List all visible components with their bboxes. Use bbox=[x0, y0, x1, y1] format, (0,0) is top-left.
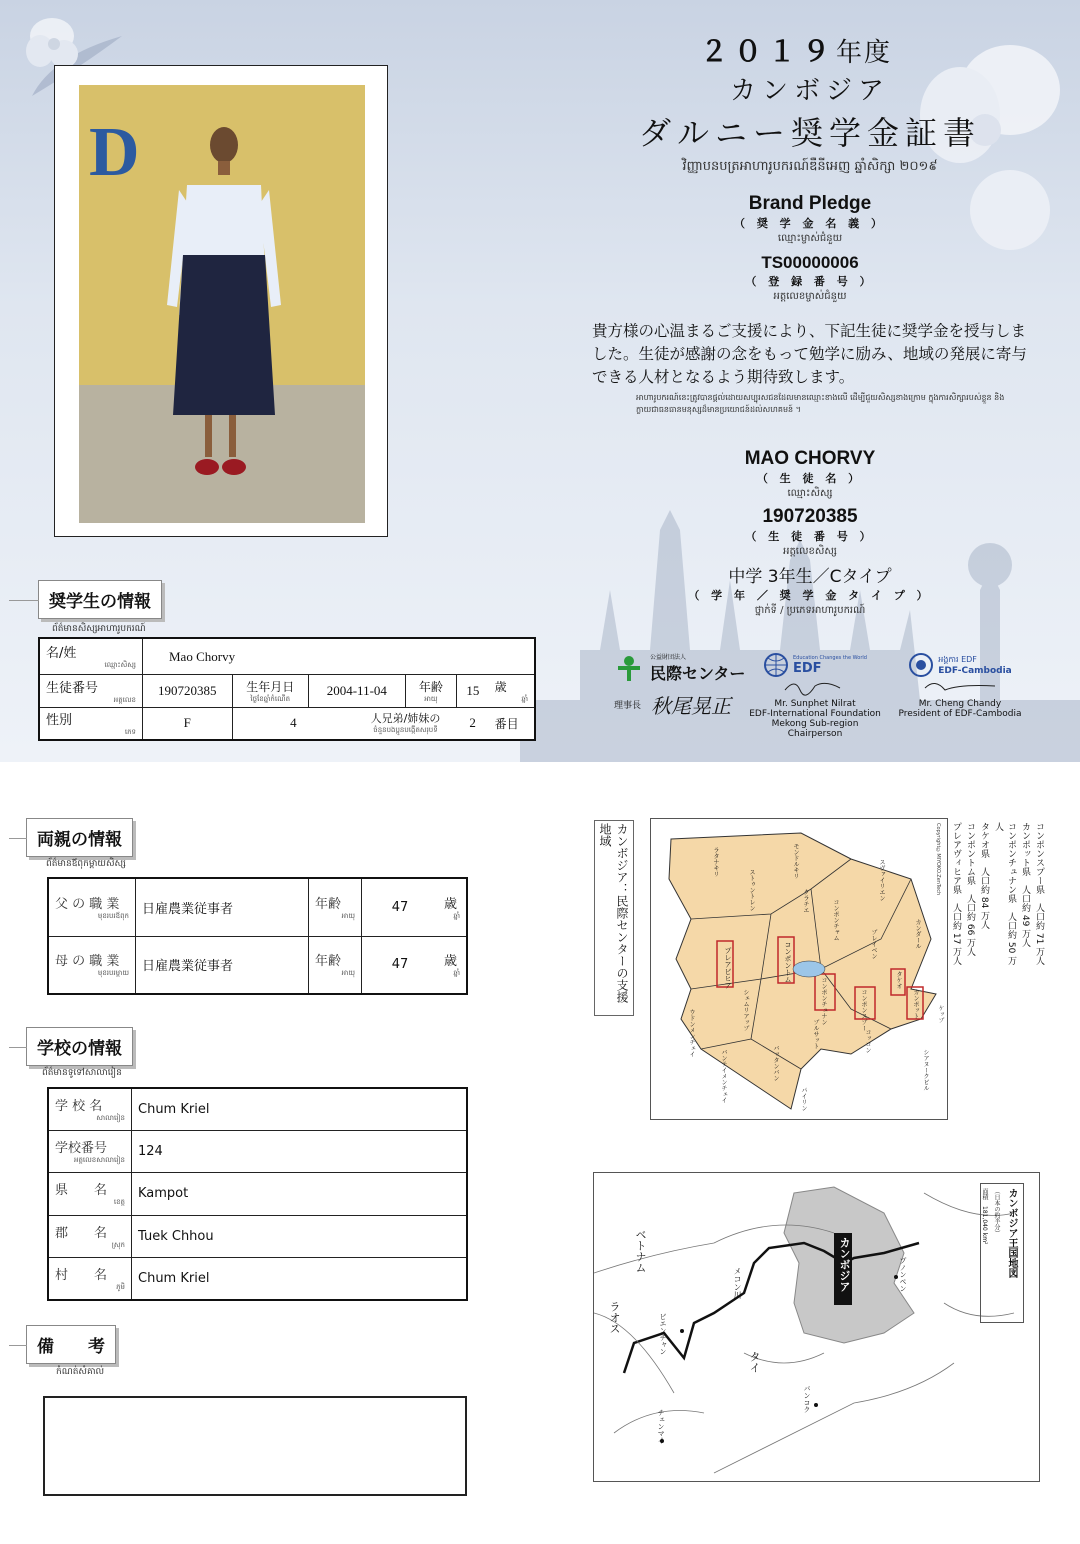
siblings-label-cell: 人兄弟/姉妹の ចំនួនបងប្អូនបង្កើតសរុបទី bbox=[354, 707, 456, 740]
father-job-label-cell: 父 の 職 業 មុខរបរឪពុក bbox=[48, 878, 136, 936]
student-name: MAO CHORVY bbox=[744, 448, 876, 469]
minsai-logo-icon bbox=[614, 653, 644, 683]
certificate-message: 貴方様の心温まるご支援により、下記生徒に奨学金を授与しました。生徒が感謝の念をもって勉学に励み、地域の発展に寄与できる人材となるよう期待致します。 bbox=[592, 322, 1027, 386]
map-title: カンボジア王国地図 bbox=[1006, 1188, 1017, 1278]
mother-job-value: 日雇農業従事者 bbox=[136, 936, 309, 994]
map-copyright: Copyright©MIYOKO.ZenTech bbox=[935, 823, 941, 896]
certificate-title-khmer: វិញ្ញាបនបត្រអាហារូបករណ៍ឌឺនីអេញ ឆ្នាំសិក្សា ២០១៩ bbox=[682, 159, 938, 174]
province-label-battambang: バッタンバン bbox=[772, 1045, 779, 1081]
father-job-value: 日雇農業従事者 bbox=[136, 878, 309, 936]
map-subtitle: （日本の約半分） bbox=[993, 1188, 1000, 1236]
district-value: Tuek Chhou bbox=[132, 1215, 468, 1257]
province-label-oddar-meanchey: ウドンメンチェイ bbox=[688, 1009, 695, 1057]
school-number-label-cell: 学校番号 អត្តលេខសាលារៀន bbox=[48, 1131, 132, 1173]
province-label-banteay-meanchey: バンテイメンチェイ bbox=[720, 1049, 727, 1103]
mother-age-unit-cell: 歳 ឆ្នាំ bbox=[438, 936, 467, 994]
school-name-label-cell: 学 校 名 សាលារៀន bbox=[48, 1088, 132, 1131]
village-value: Chum Kriel bbox=[132, 1257, 468, 1300]
sponsor-name: Brand Pledge bbox=[748, 193, 872, 214]
dob-value: 2004-11-04 bbox=[308, 675, 405, 708]
province-label-kampot: カンポット bbox=[912, 989, 919, 1019]
registration-number: TS00000006 bbox=[761, 253, 859, 272]
siblings-value: 4 bbox=[232, 707, 354, 740]
support-area-caption: カンボジア：民際センターの支援地域 bbox=[594, 820, 634, 1016]
district-label-cell: 郡 名 ស្រុក bbox=[48, 1215, 132, 1257]
support-area-map bbox=[650, 818, 948, 1120]
population-legend: コンポンスプー県 人口約 71 万人 カンポット県 人口約 49 万人 コンポンチュナン県 人口約 50 万人 タケオ県 人口約 84 万人 コンポントム県 人口約 66 万人 プレアヴィヒア県 人口約 17 万人 bbox=[951, 822, 1044, 966]
sponsor-label-khmer: ឈ្មោះម្ចាស់ជំនួយ bbox=[777, 233, 843, 244]
province-label-kampong-cham: コンポンチャム bbox=[832, 899, 839, 941]
certificate-year: ２０１９年度 bbox=[700, 35, 893, 68]
province-label-koh-kong: コッコン bbox=[864, 1029, 871, 1053]
parents-heading-khmer: ព័ត៌មានឪពុកម្តាយសិស្ស bbox=[46, 859, 126, 869]
remarks-heading-khmer: កំណត់សំគាល់ bbox=[56, 1367, 105, 1377]
svg-text:D: D bbox=[89, 114, 140, 191]
province-label-ratanakiri: ラタナキリ bbox=[712, 847, 719, 877]
school-heading: 学校の情報 bbox=[26, 1027, 133, 1066]
mother-job-label-cell: 母 の 職 業 មុខរបរម្តាយ bbox=[48, 936, 136, 994]
sponsor-label: （ 奨 学 金 名 義 ） bbox=[734, 217, 886, 230]
student-info-heading-khmer: ព័ត៌មានសិស្សអាហារូបករណ៍ bbox=[52, 624, 146, 634]
province-label-prey-veng: プレイベン bbox=[870, 929, 877, 959]
grade-type-block bbox=[560, 562, 1060, 618]
name-label-cell: 名/姓 ឈ្មោះសិស្ស bbox=[39, 638, 143, 675]
school-name-value: Chum Kriel bbox=[132, 1088, 468, 1131]
sex-value: F bbox=[143, 707, 233, 740]
age-value: 15 bbox=[457, 675, 489, 708]
parents-heading: 両親の情報 bbox=[26, 818, 133, 857]
student-name-value: Mao Chorvy bbox=[143, 638, 536, 675]
province-label-pailin: パイリン bbox=[800, 1087, 807, 1111]
grade-type-label-khmer: ថ្នាក់ទី / ប្រភេទអាហារូបករណ៍ bbox=[754, 605, 866, 616]
age-unit-cell: 歳 ឆ្នាំ bbox=[489, 675, 535, 708]
certificate-panel bbox=[0, 0, 1080, 762]
student-number-label: （ 生 徒 番 号 ） bbox=[745, 530, 875, 543]
mother-age-label-cell: 年齢 អាយុ bbox=[309, 936, 362, 994]
sponsor-block bbox=[560, 193, 1060, 246]
student-photo-frame bbox=[54, 65, 388, 537]
student-no-value: 190720385 bbox=[143, 675, 233, 708]
edf-cambodia-signature bbox=[920, 678, 1000, 696]
mekong-label: メコン川 bbox=[733, 1267, 742, 1299]
mother-age-value: 47 bbox=[362, 936, 439, 994]
edf-cambodia-logo: អង្គការ EDF EDF-Cambodia Mr. Cheng Chandy President of EDF-Cambodia bbox=[895, 652, 1025, 719]
province-label-takeo: タケオ bbox=[895, 971, 902, 989]
registration-block bbox=[560, 253, 1060, 304]
province-label-mondulkiri: モンドルキリ bbox=[792, 843, 799, 879]
certificate-title: ダルニー奨学金証書 bbox=[638, 114, 981, 152]
student-no-label-cell: 生徒番号 អត្តលេខ bbox=[39, 675, 143, 708]
map-title-box bbox=[980, 1183, 1024, 1323]
minsai-center-logo: 公益財団法人 民際センター 理事長 秋尾晃正 bbox=[614, 654, 746, 718]
school-table bbox=[47, 1087, 468, 1301]
certificate-message-khmer: អាហារូបករណ៍នេះត្រូវបានផ្តល់ដោយសប្បុរសជនដែលមានឈ្មោះខាងលើ ដើម្បីជួយសិស្សខាងក្រោម ក្នុងការសិក្សារបស់ខ្លួន និងក្លាយជាធនធានមនុស្សដ៏មានប្រយោជន៍ដល់សហគមន៍ ។ bbox=[636, 393, 1005, 414]
province-label-pursat: プルサット bbox=[812, 1019, 819, 1049]
edf-signature bbox=[780, 678, 850, 696]
globe-icon bbox=[763, 652, 789, 678]
phnompenh-label: プノンペン bbox=[899, 1257, 907, 1292]
student-info-heading: 奨学生の情報 bbox=[38, 580, 162, 619]
father-age-value: 47 bbox=[362, 878, 439, 936]
student-number-label-khmer: អត្តលេខសិស្ស bbox=[783, 546, 837, 557]
grade-type-label: （ 学 年 ／ 奨 学 金 タ イ プ ） bbox=[688, 589, 932, 602]
province-label-kampong-chhnang: コンポンチュナン bbox=[820, 977, 827, 1025]
map-area: 面積 181,040 km² bbox=[981, 1188, 988, 1245]
province-label-kandal: カンダール bbox=[914, 919, 921, 949]
minsai-signature: 秋尾晃正 bbox=[651, 694, 732, 718]
registration-label: （ 登 録 番 号 ） bbox=[745, 275, 875, 288]
province-label-cell: 県 名 ខេត្ត bbox=[48, 1173, 132, 1215]
thai-label: タイ bbox=[748, 1351, 761, 1373]
student-photo bbox=[79, 85, 365, 523]
vietnam-label: ベトナム bbox=[634, 1229, 647, 1273]
school-heading-khmer: ព័ត៌មានទូទៅសាលារៀន bbox=[42, 1068, 122, 1078]
student-number-block bbox=[560, 506, 1060, 559]
remarks-box bbox=[43, 1396, 467, 1496]
age-label-cell: 年齢 អាយុ bbox=[405, 675, 456, 708]
province-label-kampong-thom: コンポントム bbox=[784, 941, 792, 983]
province-label-sihanoukville: シアヌークビル bbox=[922, 1049, 929, 1091]
province-label-siem-reap: シェムリアップ bbox=[742, 989, 749, 1031]
student-portrait bbox=[79, 85, 365, 523]
province-label-stung-treng: ストゥントレン bbox=[748, 869, 755, 911]
student-info-table bbox=[38, 637, 536, 741]
province-value: Kampot bbox=[132, 1173, 468, 1215]
father-age-label-cell: 年齢 អាយុ bbox=[309, 878, 362, 936]
sex-label-cell: 性別 ភេទ bbox=[39, 707, 143, 740]
vientiane-label: ビエンチャン bbox=[659, 1313, 667, 1355]
dob-label-cell: 生年月日 ថ្ងៃខែឆ្នាំកំណើត bbox=[232, 675, 308, 708]
edf-logo: Education Changes the World EDF Mr. Sunphet Nilrat EDF-International Foundation Mekong Sub-region Chairperson bbox=[745, 652, 885, 739]
edf-cambodia-emblem-icon bbox=[908, 652, 934, 678]
laos-label: ラオス bbox=[608, 1301, 621, 1334]
province-label-kampong-speu: コンポンスプー bbox=[860, 989, 867, 1031]
birth-order-value: 2 bbox=[457, 707, 489, 740]
province-label-svay-rieng: スヴァイリエン bbox=[878, 859, 885, 901]
chiangmai-label: チェンマイ bbox=[657, 1409, 665, 1444]
student-number: 190720385 bbox=[762, 506, 858, 527]
student-name-block bbox=[560, 448, 1060, 501]
student-name-label-khmer: ឈ្មោះសិស្ស bbox=[787, 488, 833, 499]
registration-label-khmer: អត្តលេខម្ចាស់ជំនួយ bbox=[773, 291, 847, 302]
school-number-value: 124 bbox=[132, 1131, 468, 1173]
remarks-heading: 備 考 bbox=[26, 1325, 116, 1364]
village-label-cell: 村 名 ភូមិ bbox=[48, 1257, 132, 1300]
province-label-preah-vihear: プレアビヒア bbox=[724, 947, 732, 989]
certificate-country: カンボジア bbox=[729, 76, 890, 106]
cambodia-label: カンボジア bbox=[838, 1237, 851, 1292]
grade-type: 中学 3年生／Cタイプ bbox=[728, 567, 892, 587]
bangkok-label: バンコク bbox=[803, 1385, 811, 1413]
student-name-label: （ 生 徒 名 ） bbox=[756, 472, 864, 485]
province-label-kep: ケップ bbox=[937, 1005, 944, 1023]
birth-order-unit: 番目 bbox=[489, 707, 535, 740]
cambodia-region-map bbox=[593, 1172, 1040, 1482]
province-label-kratie: クラチエ bbox=[802, 889, 809, 913]
parents-table bbox=[47, 877, 468, 995]
father-age-unit-cell: 歳 ឆ្នាំ bbox=[438, 878, 467, 936]
